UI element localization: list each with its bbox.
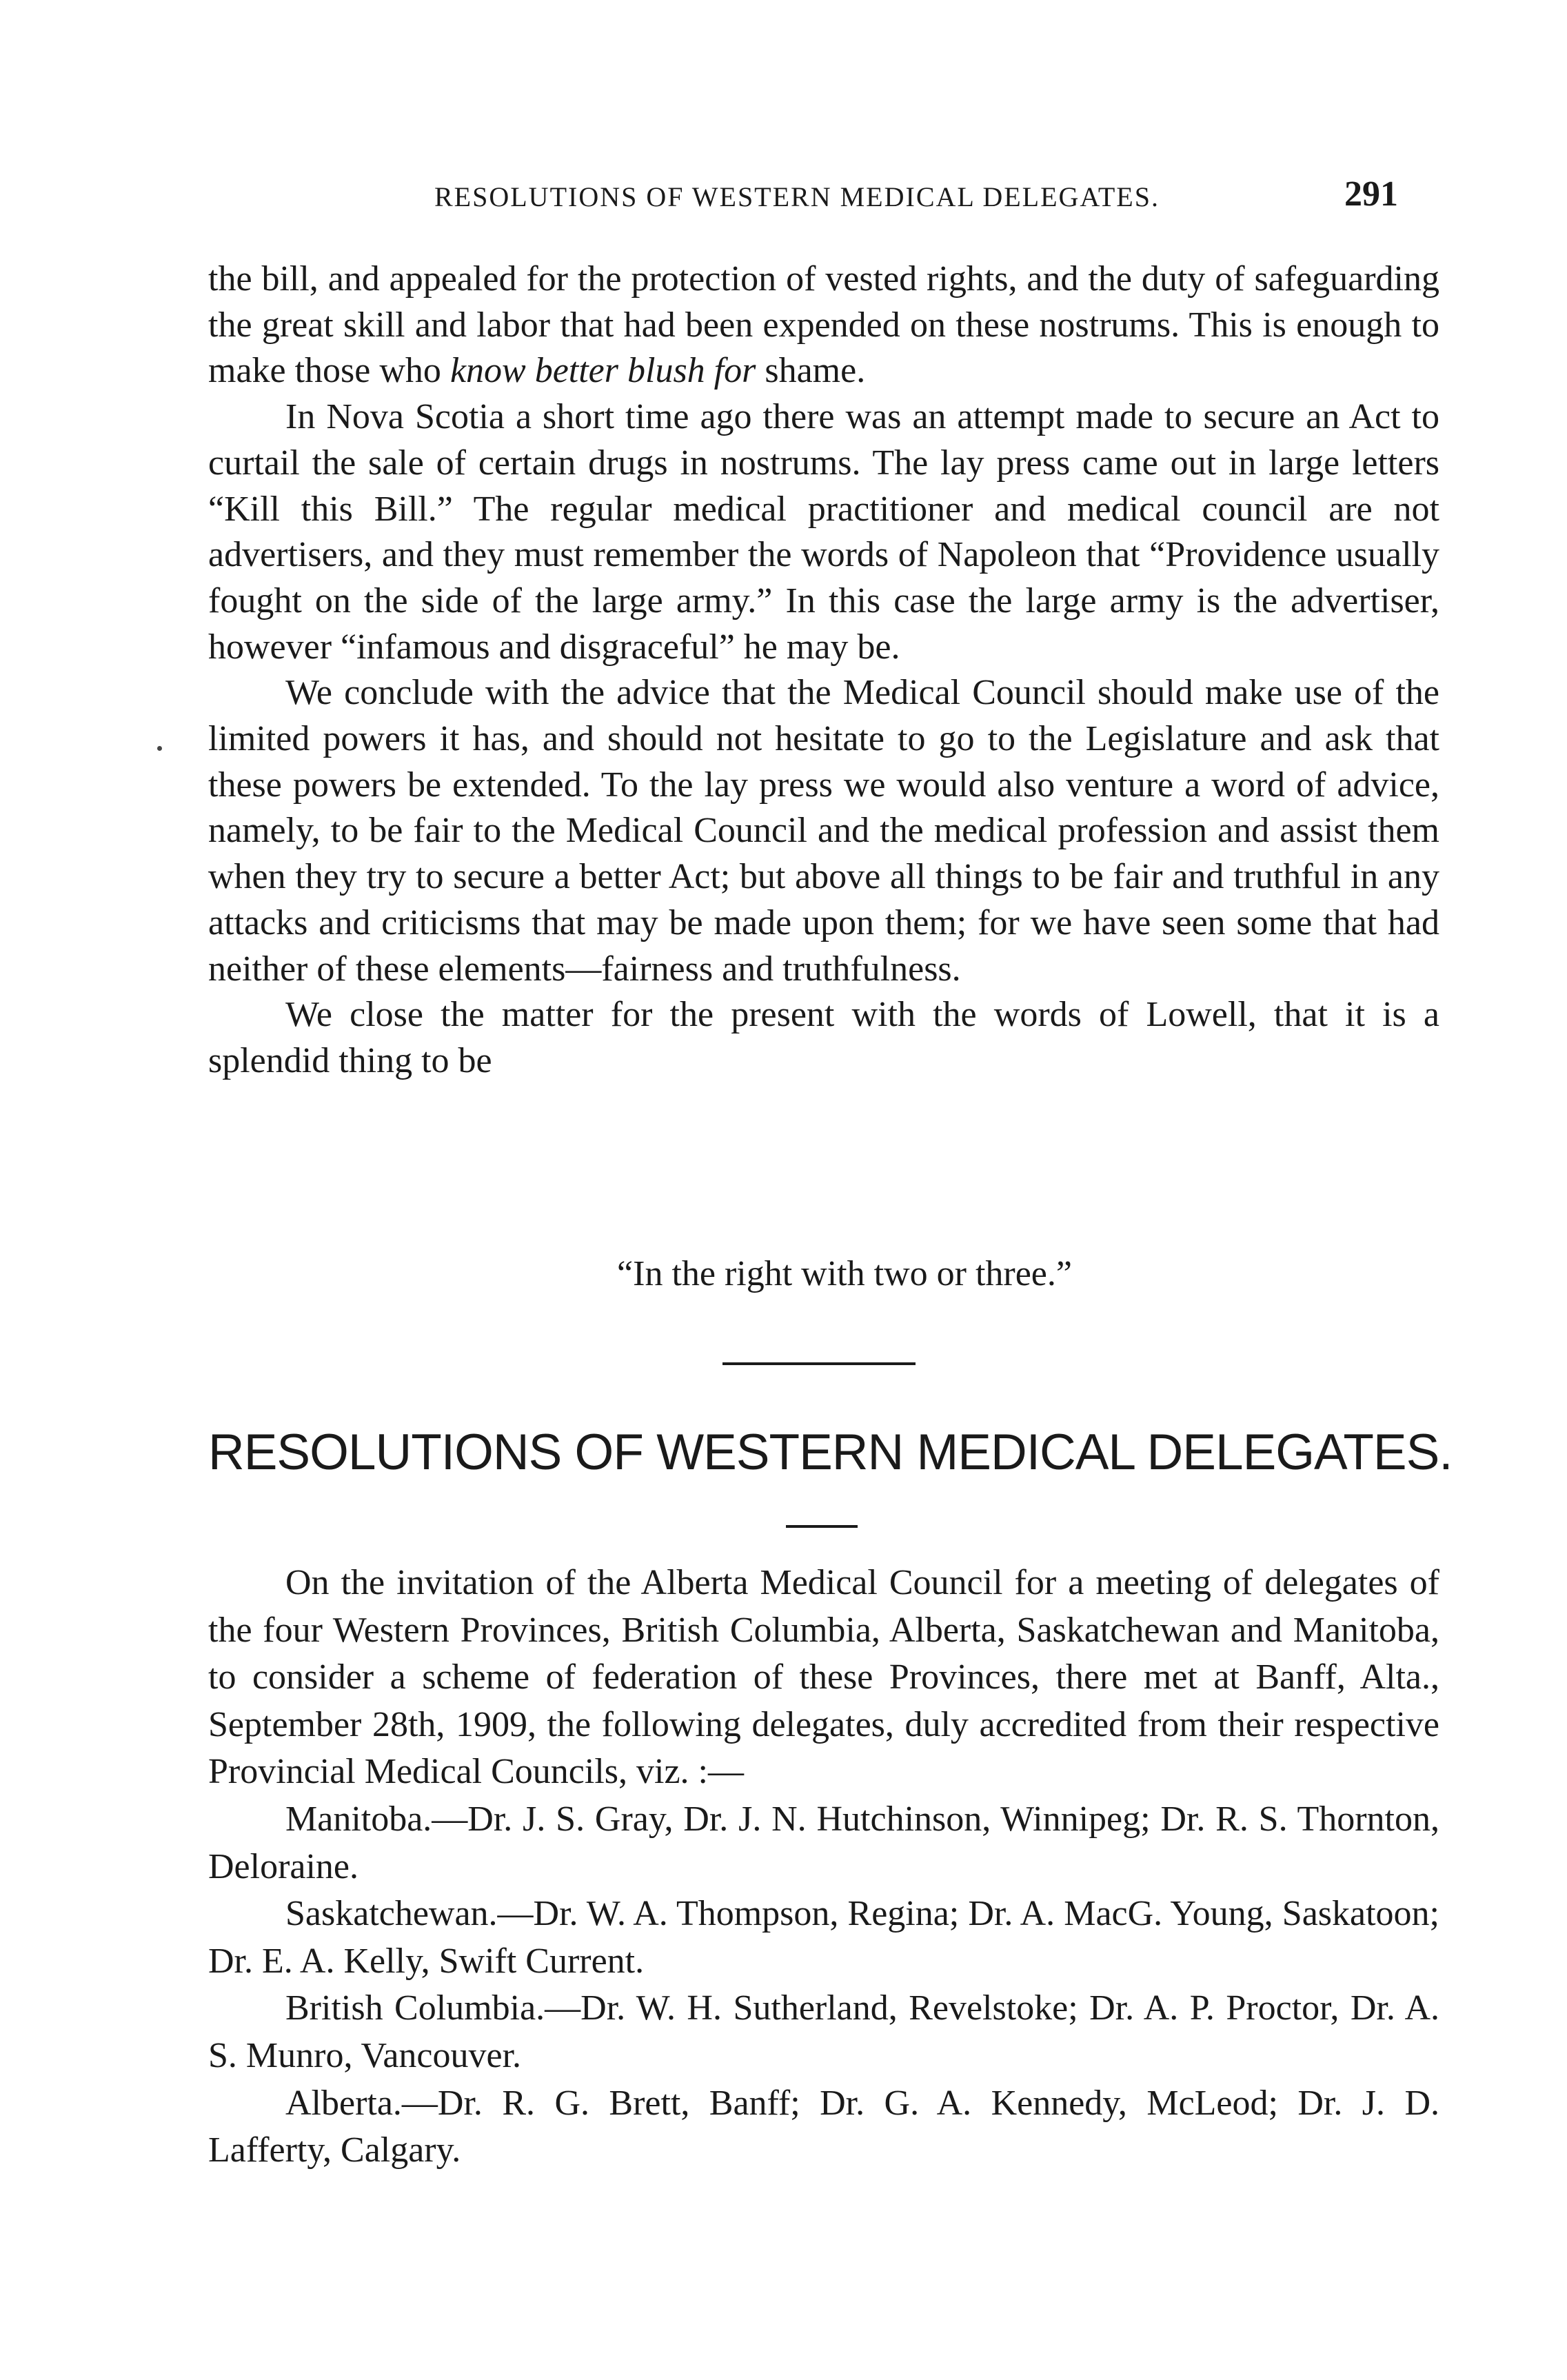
paragraph-4: We close the matter for the present with the words of Lowell, that it is a splendid thing to be [208,995,1439,1080]
paragraph-1 [208,256,1439,394]
paragraph-1-italic: know better blush for [449,351,756,391]
delegates-british-columbia: British Columbia.—Dr. W. H. Sutherland, Revelstoke; Dr. A. P. Proctor, Dr. A. S. Munro, Vancouver. [208,1988,1439,2075]
section-body [208,1560,1439,2175]
delegates-saskatchewan: Saskatchewan.—Dr. W. A. Thompson, Regina; Dr. A. MacG. Young, Saskatoon; Dr. E. A. Kelly, Swift Current. [208,1894,1439,1981]
section-intro: On the invitation of the Alberta Medical Council for a meeting of delegates of the four Western Provinces, British Columbia, Alberta, Saskatchewan and Manitoba, to consider a scheme of federation of these Provinces, there met at Banff, Alta., September 28th, 1909, the following delegates, duly accredited from their respective Provincial Medical Councils, viz. :— [208,1563,1439,1792]
page-number: 291 [1344,174,1398,214]
article-continuation [208,256,1439,1085]
delegates-manitoba: Manitoba.—Dr. J. S. Gray, Dr. J. N. Hutchinson, Winnipeg; Dr. R. S. Thornton, Deloraine. [208,1799,1439,1886]
lowell-quote: “In the right with two or three.” [617,1254,1072,1293]
paragraph-2: In Nova Scotia a short time ago there was an attempt made to secure an Act to curtail the sale of certain drugs in nostrums. The lay press came out in large letters “Kill this Bill.” The regular medical practitioner and medical council are not advertisers, and they must remember the words of Napoleon that “Providence usually fought on the side of the large army.” In this case the large army is the advertiser, however “infamous and disgraceful” he may be. [208,397,1439,667]
section-divider-rule [722,1362,916,1365]
delegates-alberta: Alberta.—Dr. R. G. Brett, Banff; Dr. G. A. Kennedy, McLeod; Dr. J. D. Lafferty, Calgary. [208,2083,1439,2170]
section-title: RESOLUTIONS OF WESTERN MEDICAL DELEGATES. [208,1424,1453,1480]
margin-speck [157,746,162,751]
title-underline-rule [786,1525,858,1528]
paragraph-1-end: shame. [756,351,866,391]
paragraph-1-text: the bill, and appealed for the protection of vested rights, and the duty of safeguarding the great skill and labor that had been expended on these nostrums. This is enough to make those who [208,259,1439,391]
running-head: RESOLUTIONS OF WESTERN MEDICAL DELEGATES. [434,181,1160,212]
paragraph-3: We conclude with the advice that the Medical Council should make use of the limited powers it has, and should not hesitate to go to the Legislature and ask that these powers be extended. To the lay press we would also venture a word of advice, namely, to be fair to the Medical Council and the medical profession and assist them when they try to secure a better Act; but above all things to be fair and truthful in any attacks and criticisms that may be made upon them; for we have seen some that had neither of these elements—fairness and truthfulness. [208,673,1439,989]
